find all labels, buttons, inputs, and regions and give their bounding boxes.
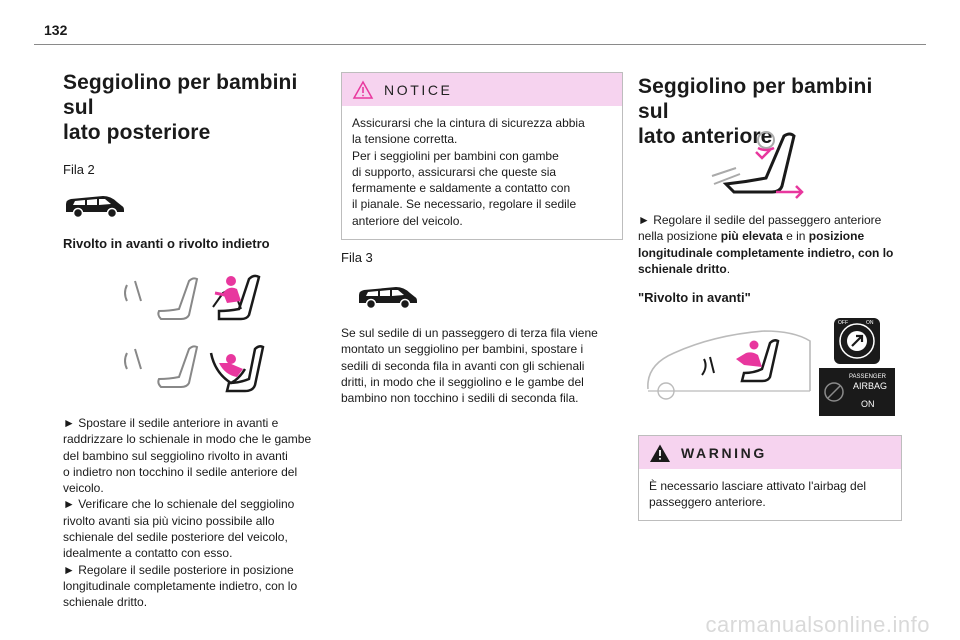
warning-triangle-icon [352, 80, 374, 100]
instr-line [638, 245, 908, 261]
row-3-body [341, 325, 626, 406]
forward-facing-seat-illustration [119, 271, 333, 329]
body-line: Se sul sedile di un passeggero di terza fila viene [341, 326, 598, 340]
airbag-indicator-panel [819, 368, 895, 416]
instr-line: ► Spostare il sedile anteriore in avanti e [63, 416, 279, 430]
instr-line: longitudinale completamente indietro, con lo [63, 578, 298, 593]
instr-line: ► Verificare che lo schienale del seggiolino [63, 497, 295, 512]
body-line: dritti, in modo che il seggiolino e le gambe del [341, 374, 584, 389]
left-title-line-1: Seggiolino per bambini sul [63, 71, 298, 119]
instr-line: schienale del sedile posteriore del veicolo, [63, 530, 288, 545]
warning-header [639, 436, 901, 469]
instr-line: idealmente a contatto con esso. [63, 546, 233, 561]
instr-line: ► Regolare il sedile posteriore in posizione [63, 562, 294, 577]
right-instructions [638, 212, 908, 277]
airbag-label-1: PASSENGER [849, 374, 886, 380]
van-icon [63, 193, 333, 219]
instr-line: schienale dritto. [63, 595, 148, 610]
notice-line: Assicurarsi che la cintura di sicurezza abbia [352, 116, 585, 130]
right-title-line-2: lato anteriore [638, 125, 773, 148]
notice-line: il pianale. Se necessario, regolare il sedile [352, 197, 577, 212]
airbag-off-icon [823, 381, 845, 403]
warning-triangle-icon [649, 443, 671, 463]
page-number: 132 [44, 22, 68, 38]
forward-facing-label: "Rivolto in avanti" [638, 290, 751, 305]
instr-line [638, 261, 908, 277]
switch-on-label: ON [866, 320, 874, 326]
right-title-line-1: Seggiolino per bambini sul [638, 75, 873, 123]
notice-line: Per i seggiolini per bambini con gambe [352, 148, 559, 163]
body-line: sedili di seconda fila in avanti con gli schienali [341, 358, 585, 373]
warning-body [639, 469, 901, 520]
text-run-bold: schienale dritto [638, 261, 727, 276]
warning-label: WARNING [681, 444, 767, 461]
instr-line: del bambino sul seggiolino rivolto in avanti [63, 448, 288, 463]
text-run-bold: , con lo [851, 245, 894, 260]
notice-box [341, 72, 623, 240]
top-divider [34, 44, 926, 45]
warning-box [638, 435, 902, 521]
instr-line: rivolto avanti sia più vicino possibile allo [63, 513, 275, 528]
instr-line: ► Regolare il sedile del passeggero anteriore [638, 213, 882, 227]
notice-line: fermamente e saldamente a contatto con [352, 181, 571, 196]
left-column [63, 70, 333, 611]
instr-line: raddrizzare lo schienale in modo che le gambe [63, 432, 312, 447]
van-icon [356, 284, 418, 310]
left-title-line-2: lato posteriore [63, 121, 211, 144]
text-run-bold: più elevata [720, 229, 783, 244]
notice-line: la tensione corretta. [352, 132, 458, 147]
switch-off-label: OFF [838, 320, 848, 326]
rear-facing-seat-illustration [119, 339, 333, 397]
instr-line: o indietro non tocchino il sedile anteriore del [63, 464, 298, 479]
notice-body [342, 106, 622, 239]
body-line: bambino non tocchino i sedili di seconda fila. [341, 391, 579, 406]
row-2-label: Fila 2 [63, 162, 95, 177]
airbag-state: ON [861, 399, 875, 409]
car-interior-illustration [644, 325, 814, 401]
notice-label: NOTICE [384, 81, 453, 98]
notice-line: anteriore del veicolo. [352, 213, 463, 228]
text-run-bold: longitudinale completamente indietro [638, 245, 852, 260]
warning-line: passeggero anteriore. [649, 495, 766, 510]
row-3-label: Fila 3 [341, 250, 373, 265]
seat-adjust-illustration [706, 128, 806, 200]
notice-line: di supporto, assicurarsi che queste sia [352, 164, 557, 179]
watermark: carmanualsonline.info [705, 612, 930, 637]
text-run: e in [782, 229, 809, 244]
airbag-label-2: AIRBAG [853, 381, 888, 391]
body-line: montato un seggiolino per bambini, spostare i [341, 342, 584, 357]
notice-header [342, 73, 622, 106]
warning-line: È necessario lasciare attivato l'airbag del [649, 479, 867, 493]
left-instructions [63, 415, 333, 611]
instr-line: veicolo. [63, 481, 104, 496]
left-section-title [63, 70, 333, 145]
text-run-bold: posizione [808, 229, 865, 244]
text-run: nella posizione [638, 229, 721, 244]
instr-line [638, 228, 908, 244]
text-run: . [726, 261, 731, 276]
direction-label: Rivolto in avanti o rivolto indietro [63, 236, 270, 251]
